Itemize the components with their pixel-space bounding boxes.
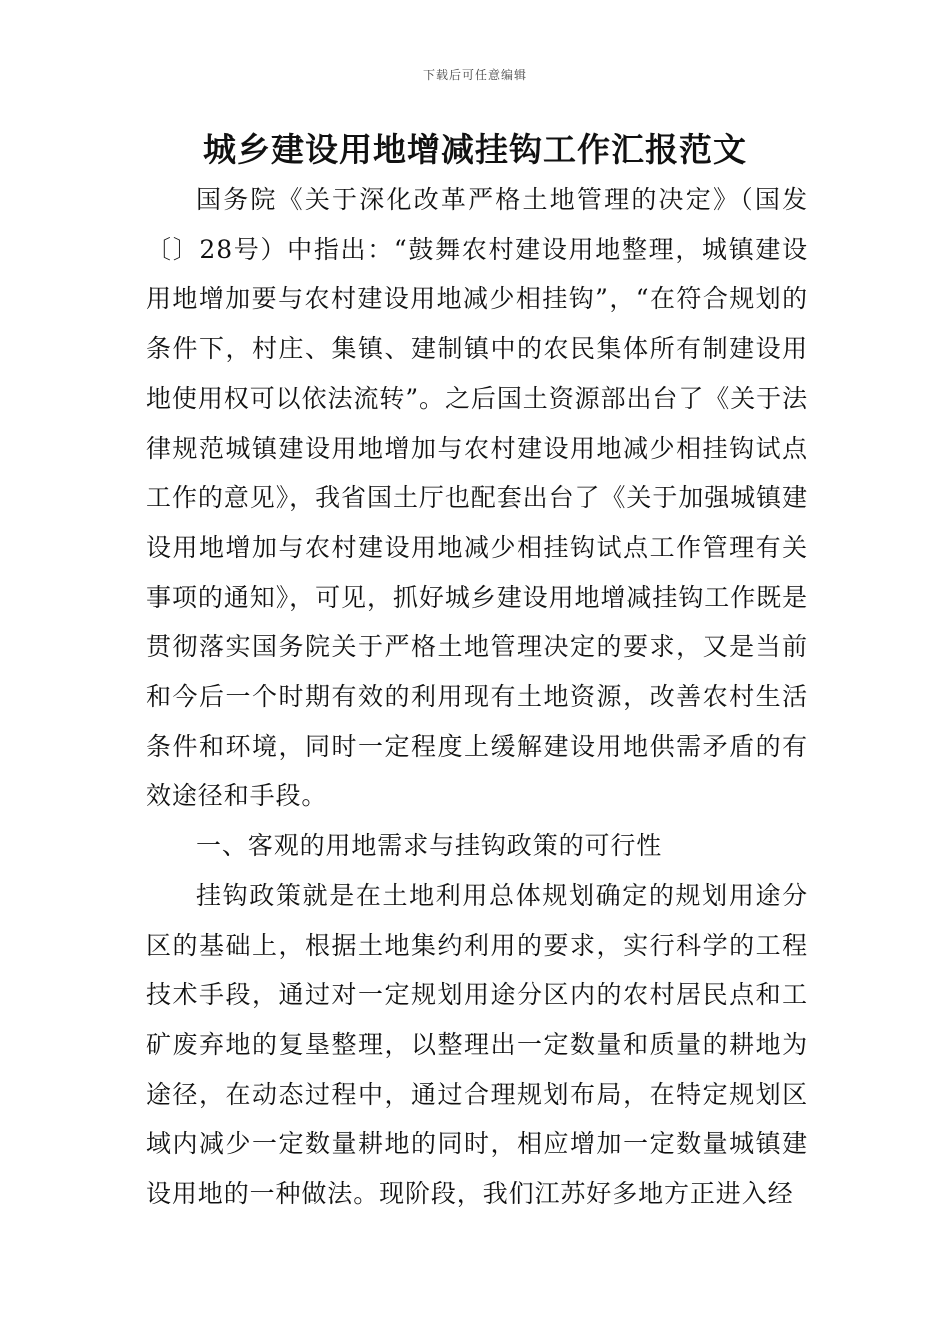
document-body (146, 175, 808, 1219)
document-title: 城乡建设用地增减挂钩工作汇报范文 (203, 130, 747, 169)
section-heading-1: 一、客观的用地需求与挂钩政策的可行性 (196, 831, 663, 861)
header-note: 下载后可任意编辑 (422, 68, 527, 82)
paragraph-policy: 挂钩政策就是在土地利用总体规划确定的规划用途分区的基础上，根据土地集约利用的要求，实行科学的工程技术手段，通过对一定规划用途分区内的农村居民点和工矿废弃地的复垦整理，以整理出一定数量和质量的耕地为途径，在动态过程中，通过合理规划布局，在特定规划区域内减少一定数量耕地的同时，相应增加一定数量城镇建设用地的一种做法。现阶段，我们江苏好多地方正进入经 (146, 880, 808, 1209)
paragraph-intro: 国务院《关于深化改革严格土地管理的决定》（国发〔〕28号）中指出：“鼓舞农村建设用地整理，城镇建设用地增加要与农村建设用地减少相挂钩”，“在符合规划的条件下，村庄、集镇、建制镇中的农民集体所有制建设用地使用权可以依法流转”。之后国土资源部出台了《关于法律规范城镇建设用地增加与农村建设用地减少相挂钩试点工作的意见》，我省国土厅也配套出台了《关于加强城镇建设用地增加与农村建设用地减少相挂钩试点工作管理有关事项的通知》，可见，抓好城乡建设用地增减挂钩工作既是贯彻落实国务院关于严格土地管理决定的要求，又是当前和今后一个时期有效的利用现有土地资源，改善农村生活条件和环境，同时一定程度上缓解建设用地供需矛盾的有效途径和手段。 (146, 185, 808, 811)
